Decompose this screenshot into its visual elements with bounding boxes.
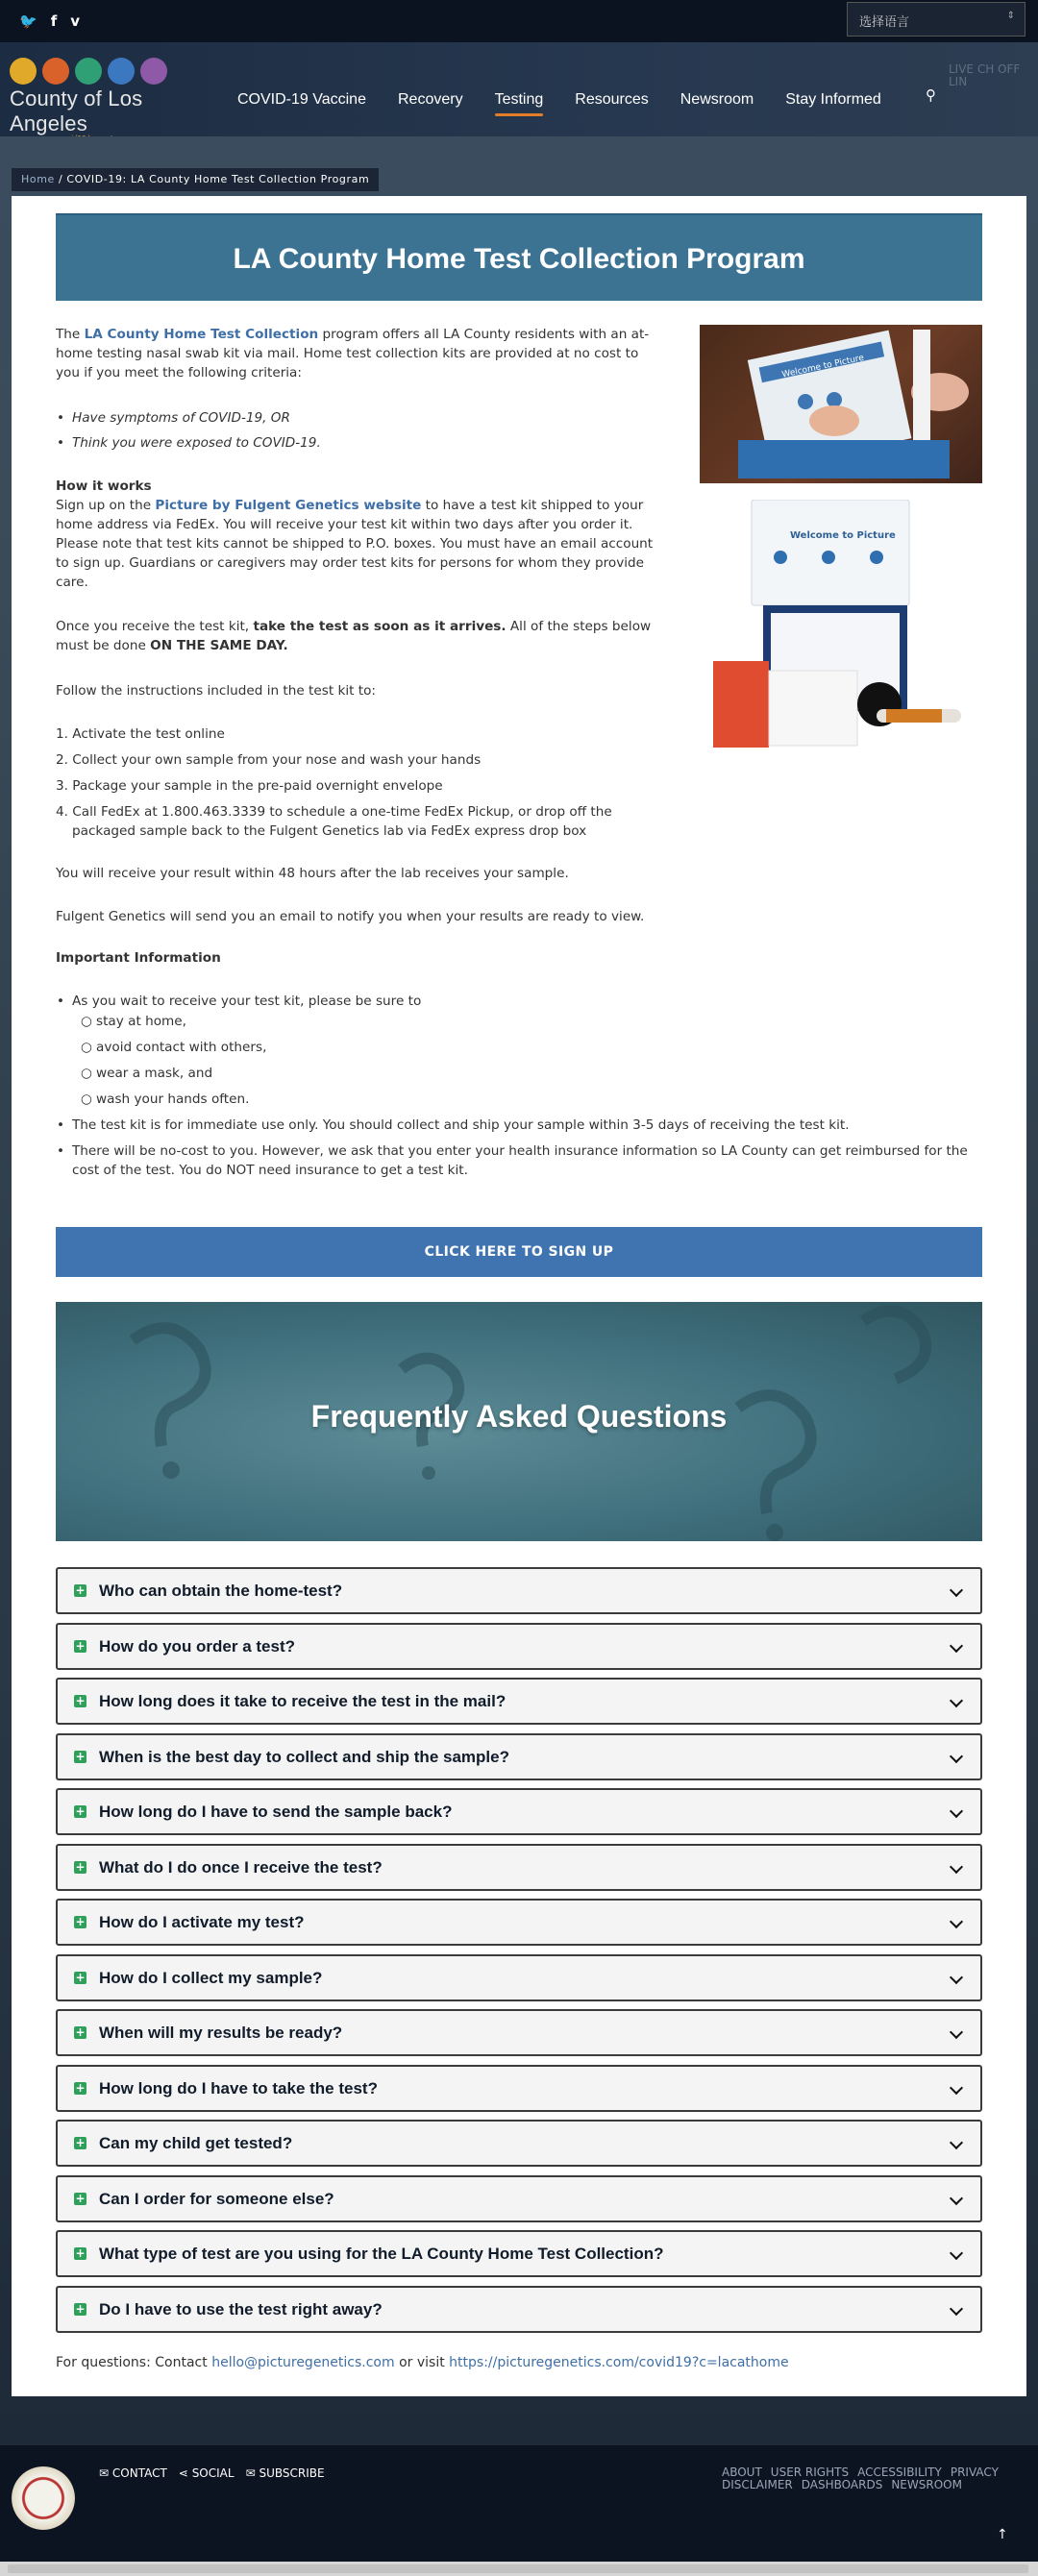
faq-item[interactable] — [56, 2286, 982, 2333]
footer-link-disclaimer[interactable]: DISCLAIMER — [722, 2478, 793, 2491]
faq-question: How do you order a test? — [99, 1636, 296, 1656]
sub-item: ○ wash your hands often. — [81, 1092, 250, 1107]
step-item: 2. Collect your own sample from your nose and wash your hands — [56, 752, 482, 768]
plus-icon: + — [75, 2301, 86, 2316]
result-text: You will receive your result within 48 hours after the lab receives your sample. — [56, 866, 569, 881]
faq-question: How long does it take to receive the test in the mail? — [99, 1692, 507, 1710]
footer-link-contact[interactable] — [99, 2466, 167, 2480]
faq-item[interactable] — [56, 1623, 982, 1670]
facebook-icon[interactable]: f — [50, 12, 58, 30]
intro-paragraph — [56, 325, 663, 382]
faq-question: How do I activate my test? — [99, 1913, 305, 1931]
share-icon: ⋖ — [178, 2466, 188, 2480]
nav-item-vaccine[interactable]: COVID-19 Vaccine — [237, 91, 366, 108]
nav-item-newsroom[interactable]: Newsroom — [680, 91, 754, 108]
contact-url-link[interactable]: https://picturegenetics.com/covid19?c=lacathome — [449, 2355, 789, 2370]
faq-item[interactable] — [56, 1954, 982, 2001]
footer-right-links — [722, 2466, 1007, 2491]
plus-icon: + — [75, 1583, 86, 1597]
step-item: 4. Call FedEx at 1.800.463.3339 to schedule a one-time FedEx Pickup, or drop off the packaged sample back to the Fulgent Genetics lab via FedEx express drop box — [56, 804, 612, 839]
main-nav — [237, 91, 881, 109]
chevron-down-icon — [950, 2080, 963, 2094]
faq-question: When will my results be ready? — [99, 2024, 343, 2042]
criteria-text: Have symptoms of COVID-19, OR — [72, 410, 290, 426]
sub-item: ○ wear a mask, and — [81, 1066, 213, 1081]
intro-link[interactable]: LA County Home Test Collection — [84, 327, 319, 342]
faq-question: Can I order for someone else? — [99, 2189, 334, 2208]
nav-item-resources[interactable]: Resources — [575, 91, 649, 108]
faq-item[interactable] — [56, 1567, 982, 1614]
seal-icon — [42, 58, 69, 85]
faq-question: When is the best day to collect and ship the sample? — [99, 1747, 509, 1766]
plus-icon: + — [75, 1915, 86, 1928]
plus-icon: + — [75, 1638, 86, 1653]
footer-link-label: CONTACT — [111, 2466, 167, 2480]
scrollbar-thumb[interactable] — [8, 2564, 1028, 2573]
faq-item[interactable] — [56, 1899, 982, 1946]
plus-icon: + — [75, 2191, 86, 2205]
important-item: • The test kit is for immediate use only. You should collect and ship your sample within 3-5 days of receiving the test kit. — [57, 1117, 850, 1133]
sub-item-text: stay at home, — [96, 1014, 186, 1029]
test-kit-box-illustration — [713, 500, 961, 749]
footer-link-about[interactable]: ABOUT — [722, 2466, 762, 2479]
sub-item-text: wash your hands often. — [96, 1092, 250, 1107]
language-select[interactable] — [847, 2, 1026, 37]
faq-question: Who can obtain the home-test? — [99, 1582, 343, 1600]
faq-item[interactable] — [56, 2175, 982, 2222]
footer-link-privacy[interactable]: PRIVACY — [950, 2466, 999, 2479]
live-chat-badge[interactable]: LIVE CH OFF LIN — [949, 62, 1021, 88]
fulgent-link[interactable]: Picture by Fulgent Genetics website — [155, 498, 422, 513]
criteria-text: Think you were exposed to COVID-19. — [72, 435, 321, 451]
breadcrumb — [12, 168, 379, 191]
chevron-down-icon — [950, 2136, 963, 2149]
once-bold-2: ON THE SAME DAY. — [150, 638, 288, 653]
footer-link-label: SUBSCRIBE — [259, 2466, 325, 2480]
important-text: As you wait to receive your test kit, please be sure to — [72, 994, 422, 1009]
plus-icon: + — [75, 1694, 86, 1707]
nav-item-testing[interactable]: Testing — [494, 91, 544, 108]
faq-item[interactable] — [56, 1678, 982, 1725]
plus-icon: + — [75, 2246, 86, 2260]
seal-icon — [10, 58, 37, 85]
chevron-down-icon — [950, 1583, 963, 1597]
test-kit-box-photo — [713, 500, 961, 749]
chevron-down-icon — [950, 1749, 963, 1762]
county-seal-logo[interactable] — [12, 2466, 75, 2530]
kit-photo-caption: Welcome to Picture — [780, 353, 865, 380]
seal-icon — [75, 58, 102, 85]
logo-seals — [10, 58, 202, 85]
contact-email-link[interactable]: hello@picturegenetics.com — [211, 2355, 395, 2370]
once-pre: Once you receive the test kit, — [56, 619, 254, 634]
breadcrumb-current: COVID-19: LA County Home Test Collection Program — [66, 173, 370, 185]
plus-icon: + — [75, 1749, 86, 1763]
how-pre: Sign up on the — [56, 498, 156, 513]
faq-question: How do I collect my sample? — [99, 1968, 323, 1987]
nav-item-stay-informed[interactable]: Stay Informed — [785, 91, 881, 108]
top-bar — [0, 0, 1038, 42]
faq-question: What type of test are you using for the LA County Home Test Collection? — [99, 2245, 664, 2263]
faq-item[interactable] — [56, 1788, 982, 1835]
sub-item-text: avoid contact with others, — [96, 1040, 267, 1055]
faq-title: Frequently Asked Questions — [310, 1399, 728, 1434]
sub-item: ○ avoid contact with others, — [81, 1040, 267, 1055]
test-kit-photo — [700, 325, 982, 483]
seal-icon — [108, 58, 135, 85]
faq-question: How long do I have to send the sample back? — [99, 1803, 453, 1821]
sub-item-text: wear a mask, and — [96, 1066, 213, 1081]
breadcrumb-separator: / — [54, 173, 67, 185]
once-paragraph — [56, 617, 663, 655]
once-bold: take the test as soon as it arrives. — [253, 619, 507, 634]
plus-icon: + — [75, 2136, 86, 2149]
faq-banner — [56, 1302, 982, 1541]
step-item: 3. Package your sample in the pre-paid overnight envelope — [56, 778, 443, 794]
chevron-down-icon — [950, 2301, 963, 2315]
logo-name: County of Los Angeles — [10, 86, 143, 135]
chevron-down-icon — [950, 1694, 963, 1707]
important-item: • As you wait to receive your test kit, please be sure to — [57, 994, 422, 1009]
intro-pre: The — [56, 327, 85, 342]
chevron-down-icon — [950, 1804, 963, 1818]
faq-item[interactable] — [56, 2230, 982, 2277]
criteria-item: • Think you were exposed to COVID-19. — [57, 435, 321, 451]
vimeo-icon[interactable]: v — [70, 12, 80, 30]
site-footer — [0, 2445, 1038, 2576]
important-item: • There will be no-cost to you. However, we ask that you enter your health insurance information so LA County can get reimbursed for the cost of the test. You do NOT need insurance to get a test kit. — [57, 1143, 968, 1178]
faq-question: Do I have to use the test right away? — [99, 2299, 383, 2318]
faq-question: Can my child get tested? — [99, 2134, 293, 2152]
footer-link-user-rights[interactable]: USER RIGHTS — [770, 2466, 850, 2479]
footer-link-dashboards[interactable]: DASHBOARDS — [801, 2478, 883, 2491]
once-mid: All of the steps below must be done — [56, 619, 652, 653]
important-heading: Important Information — [56, 950, 221, 966]
breadcrumb-home[interactable]: Home — [21, 173, 55, 185]
footer-link-label: SOCIAL — [191, 2466, 235, 2480]
faq-item[interactable] — [56, 2009, 982, 2056]
chevron-down-icon — [950, 2025, 963, 2039]
criteria-item: • Have symptoms of COVID-19, OR — [57, 410, 290, 426]
footer-left-links — [99, 2466, 325, 2480]
footer-link-social[interactable] — [179, 2466, 235, 2480]
seal-icon — [140, 58, 167, 85]
faq-item[interactable] — [56, 1844, 982, 1891]
envelope-icon: ✉ — [245, 2466, 256, 2480]
how-paragraph — [56, 496, 663, 592]
contact-line — [56, 2355, 789, 2370]
contact-mid: or visit — [394, 2355, 450, 2370]
plus-icon: + — [75, 1859, 86, 1874]
important-text: There will be no-cost to you. However, we ask that you enter your health insurance information so LA County can get reimbursed for the cost of the test. You do NOT need insurance to get a test kit. — [72, 1143, 968, 1178]
chevron-down-icon — [950, 2191, 963, 2204]
faq-item[interactable] — [56, 1733, 982, 1780]
kit-box-caption: Welcome to Picture — [790, 530, 896, 541]
county-logo[interactable] — [10, 58, 202, 135]
chevron-down-icon — [950, 1638, 963, 1652]
twitter-icon[interactable]: 🐦 — [19, 12, 37, 30]
mail-icon: ✉ — [99, 2466, 110, 2480]
important-text: The test kit is for immediate use only. You should collect and ship your sample within 3-5 days of receiving the test kit. — [72, 1117, 850, 1133]
footer-link-accessibility[interactable]: ACCESSIBILITY — [857, 2466, 942, 2479]
back-to-top-icon[interactable]: ↑ — [997, 2527, 1008, 2542]
social-links — [19, 12, 80, 30]
sub-item: ○ stay at home, — [81, 1014, 186, 1029]
how-post: to have a test kit shipped to your home address via FedEx. You will receive your test kit within two days after you order it. Please note that test kits cannot be shipped to P.O. boxes. You must have an email account to sign up. Guardians or caregivers may order test kits for persons for whom they provide care. — [56, 498, 654, 590]
plus-icon: + — [75, 2025, 86, 2039]
page-title-banner — [56, 213, 982, 301]
step-item: 1. Activate the test online — [56, 726, 225, 742]
chevron-down-icon — [950, 2246, 963, 2260]
follow-text: Follow the instructions included in the test kit to: — [56, 683, 377, 699]
select-arrows-icon: ⇕ — [1006, 11, 1015, 21]
contact-pre: For questions: Contact — [56, 2355, 212, 2370]
page-title: LA County Home Test Collection Program — [233, 243, 805, 275]
search-icon[interactable]: ⚲ — [926, 86, 936, 104]
site-header — [0, 42, 1038, 136]
plus-icon: + — [75, 1804, 86, 1818]
email-text: Fulgent Genetics will send you an email to notify you when your results are ready to view. — [56, 909, 645, 924]
footer-link-newsroom[interactable]: NEWSROOM — [891, 2478, 962, 2491]
plus-icon: + — [75, 2080, 86, 2095]
horizontal-scrollbar[interactable] — [0, 2562, 1038, 2576]
nav-item-recovery[interactable]: Recovery — [397, 91, 463, 108]
faq-item[interactable] — [56, 2065, 982, 2112]
faq-question: How long do I have to take the test? — [99, 2078, 378, 2098]
faq-question: What do I do once I receive the test? — [99, 1857, 383, 1877]
intro-post: program offers all LA County residents with an at-home testing nasal swab kit via mail. Home test collection kits are provided at no cost to you if you meet the following criteria: — [56, 327, 650, 380]
chevron-down-icon — [950, 1859, 963, 1873]
how-heading: How it works — [56, 478, 152, 494]
test-kit-illustration — [700, 325, 982, 483]
signup-button[interactable]: CLICK HERE TO SIGN UP — [56, 1227, 982, 1277]
faq-item[interactable] — [56, 2120, 982, 2167]
language-select-label: 选择语言 — [859, 15, 910, 30]
plus-icon: + — [75, 1970, 86, 1984]
chevron-down-icon — [950, 1915, 963, 1928]
chevron-down-icon — [950, 1970, 963, 1983]
footer-link-subscribe[interactable] — [246, 2466, 325, 2480]
